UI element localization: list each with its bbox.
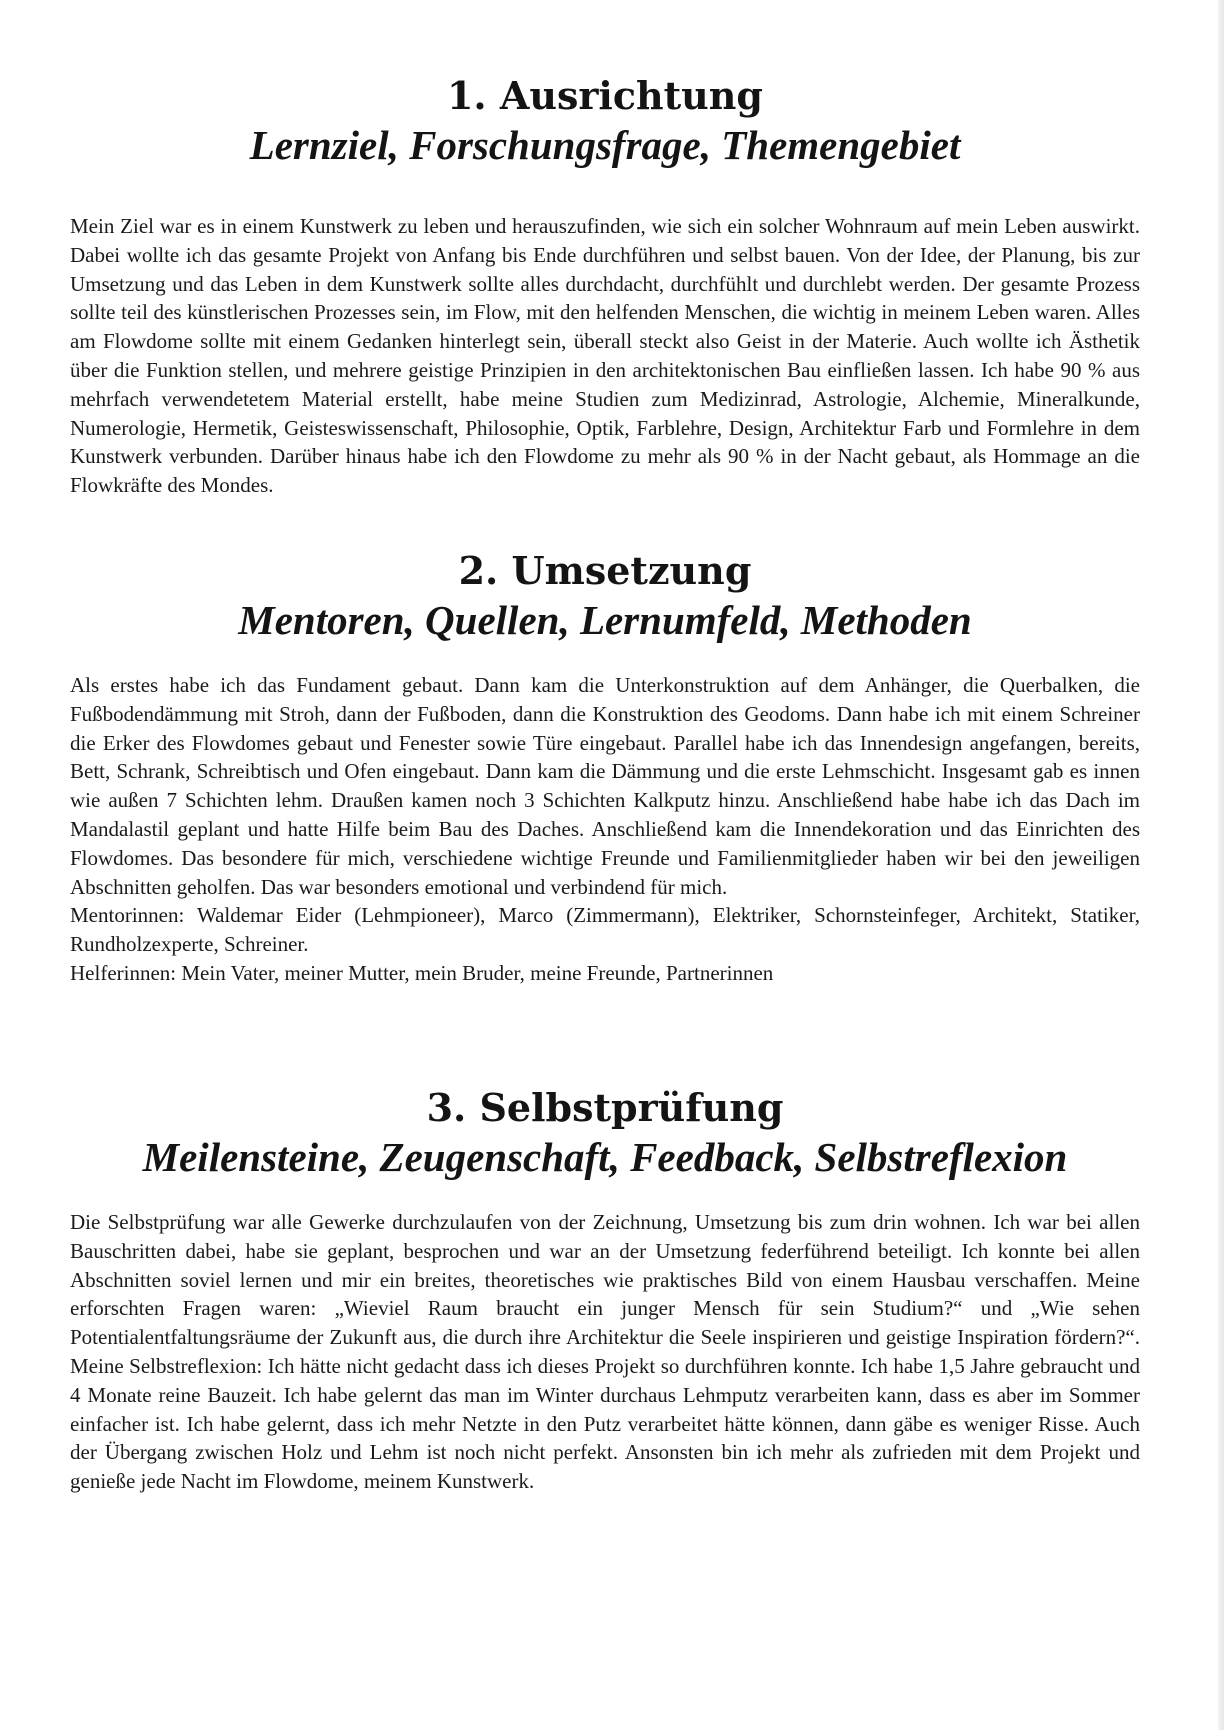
section-subtitle: Mentoren, Quellen, Lernumfeld, Methoden	[238, 597, 972, 643]
page-edge	[1218, 0, 1224, 1730]
section-subtitle: Lernziel, Forschungsfrage, Themengebiet	[249, 122, 961, 168]
section-selbstpruefung	[70, 1084, 1140, 1496]
section-title: 3. Selbstprüfung	[426, 1085, 784, 1130]
section-title: 2. Umsetzung	[458, 548, 752, 593]
section-subtitle: Meilensteine, Zeugenschaft, Feedback, Selbstreflexion	[142, 1134, 1068, 1180]
paragraph: Als erstes habe ich das Fundament gebaut. Dann kam die Unterkonstruktion auf dem Anhänger, die Querbalken, die Fußbodendämmung mit Stroh, dann der Fußboden, dann die Konstruktion des Geodoms. Dann habe ich mit einem Schreiner die Erker des Flowdomes gebaut und Fenester sowie Türe eingebaut. Parallel habe ich das Innendesign angefangen, bereits, Bett, Schrank, Schreibtisch und Ofen eingebaut. Dann kam die Dämmung und die erste Lehmschicht. Insgesamt gab es innen wie außen 7 Schichten lehm. Draußen kamen noch 3 Schichten Kalkputz hinzu. Anschließend habe habe ich das Dach im Mandalastil geplant und hatte Hilfe beim Bau des Daches. Anschließend kam die Innendekoration und das Einrichten des Flowdomes. Das besondere für mich, verschiedene wichtige Freunde und Familienmitglieder haben wir bei den jeweiligen Abschnitten geholfen. Das war besonders emotional und verbindend für mich.	[70, 673, 1140, 899]
paragraph: Die Selbstprüfung war alle Gewerke durchzulaufen von der Zeichnung, Umsetzung bis zum drin wohnen. Ich war bei allen Bauschritten dabei, habe sie geplant, besprochen und war an der Umsetzung federführend beteiligt. Ich konnte bei allen Abschnitten soviel lernen und mir ein breites, theoretisches wie praktisches Bild von einem Hausbau verschaffen. Meine erforschten Fragen waren: „Wieviel Raum braucht ein junger Mensch für sein Studium?“ und „Wie sehen Potentialentfaltungsräume der Zukunft aus, die durch ihre Architektur die Seele inspirieren und geistige Inspiration fördern?“. Meine Selbstreflexion: Ich hätte nicht gedacht dass ich dieses Projekt so durchführen konnte. Ich habe 1,5 Jahre gebraucht und 4 Monate reine Bauzeit. Ich habe gelernt das man im Winter durchaus Lehmputz verarbeiten kann, dass es aber im Sommer einfacher ist. Ich habe gelernt, dass ich mehr Netzte in den Putz verarbeitet hätte können, dann gäbe es weniger Risse. Auch der Übergang zwischen Holz und Lehm ist noch nicht perfekt. Ansonsten bin ich mehr als zufrieden mit dem Projekt und genieße jede Nacht im Flowdome, meinem Kunstwerk.	[70, 1210, 1140, 1494]
section-umsetzung	[70, 547, 1140, 988]
paragraph: Mein Ziel war es in einem Kunstwerk zu leben und herauszufinden, wie sich ein solcher Wohnraum auf mein Leben auswirkt. Dabei wollte ich das gesamte Projekt von Anfang bis Ende durchführen und selbst bauen. Von der Idee, der Planung, bis zur Umsetzung und das Leben in dem Kunstwerk sollte alles durchdacht, durchfühlt und durchlebt werden. Der gesamte Prozess sollte teil des künstlerischen Prozesses sein, im Flow, mit den helfenden Menschen, die wichtig in meinem Leben waren. Alles am Flowdome sollte mit einem Gedanken hinterlegt sein, überall steckt also Geist in der Materie. Auch wollte ich Ästhetik über die Funktion stellen, und mehrere geistige Prinzipien in den architektonischen Bau einfließen lassen. Ich habe 90 % aus mehrfach verwendetetem Material erstellt, habe meine Studien zum Medizinrad, Astrologie, Alchemie, Mineralkunde, Numerologie, Hermetik, Geisteswissenschaft, Philosophie, Optik, Farblehre, Design, Architektur Farb und Formlehre in dem Kunstwerk verbunden. Darüber hinaus habe ich den Flowdome zu mehr als 90 % in der Nacht gebaut, als Hommage an die Flowkräfte des Mondes.	[70, 214, 1140, 498]
paragraph-helpers: Helferinnen: Mein Vater, meiner Mutter, mein Bruder, meine Freunde, Partnerinnen	[70, 960, 774, 985]
section-body	[70, 1208, 1140, 1496]
section-title: 1. Ausrichtung	[446, 73, 763, 118]
section-body	[70, 212, 1140, 500]
section-body	[70, 671, 1140, 988]
section-ausrichtung	[70, 72, 1140, 500]
paragraph-mentors: Mentorinnen: Waldemar Eider (Lehmpioneer), Marco (Zimmermann), Elektriker, Schornsteinfeger, Architekt, Statiker, Rundholzexperte, Schreiner.	[70, 903, 1140, 957]
